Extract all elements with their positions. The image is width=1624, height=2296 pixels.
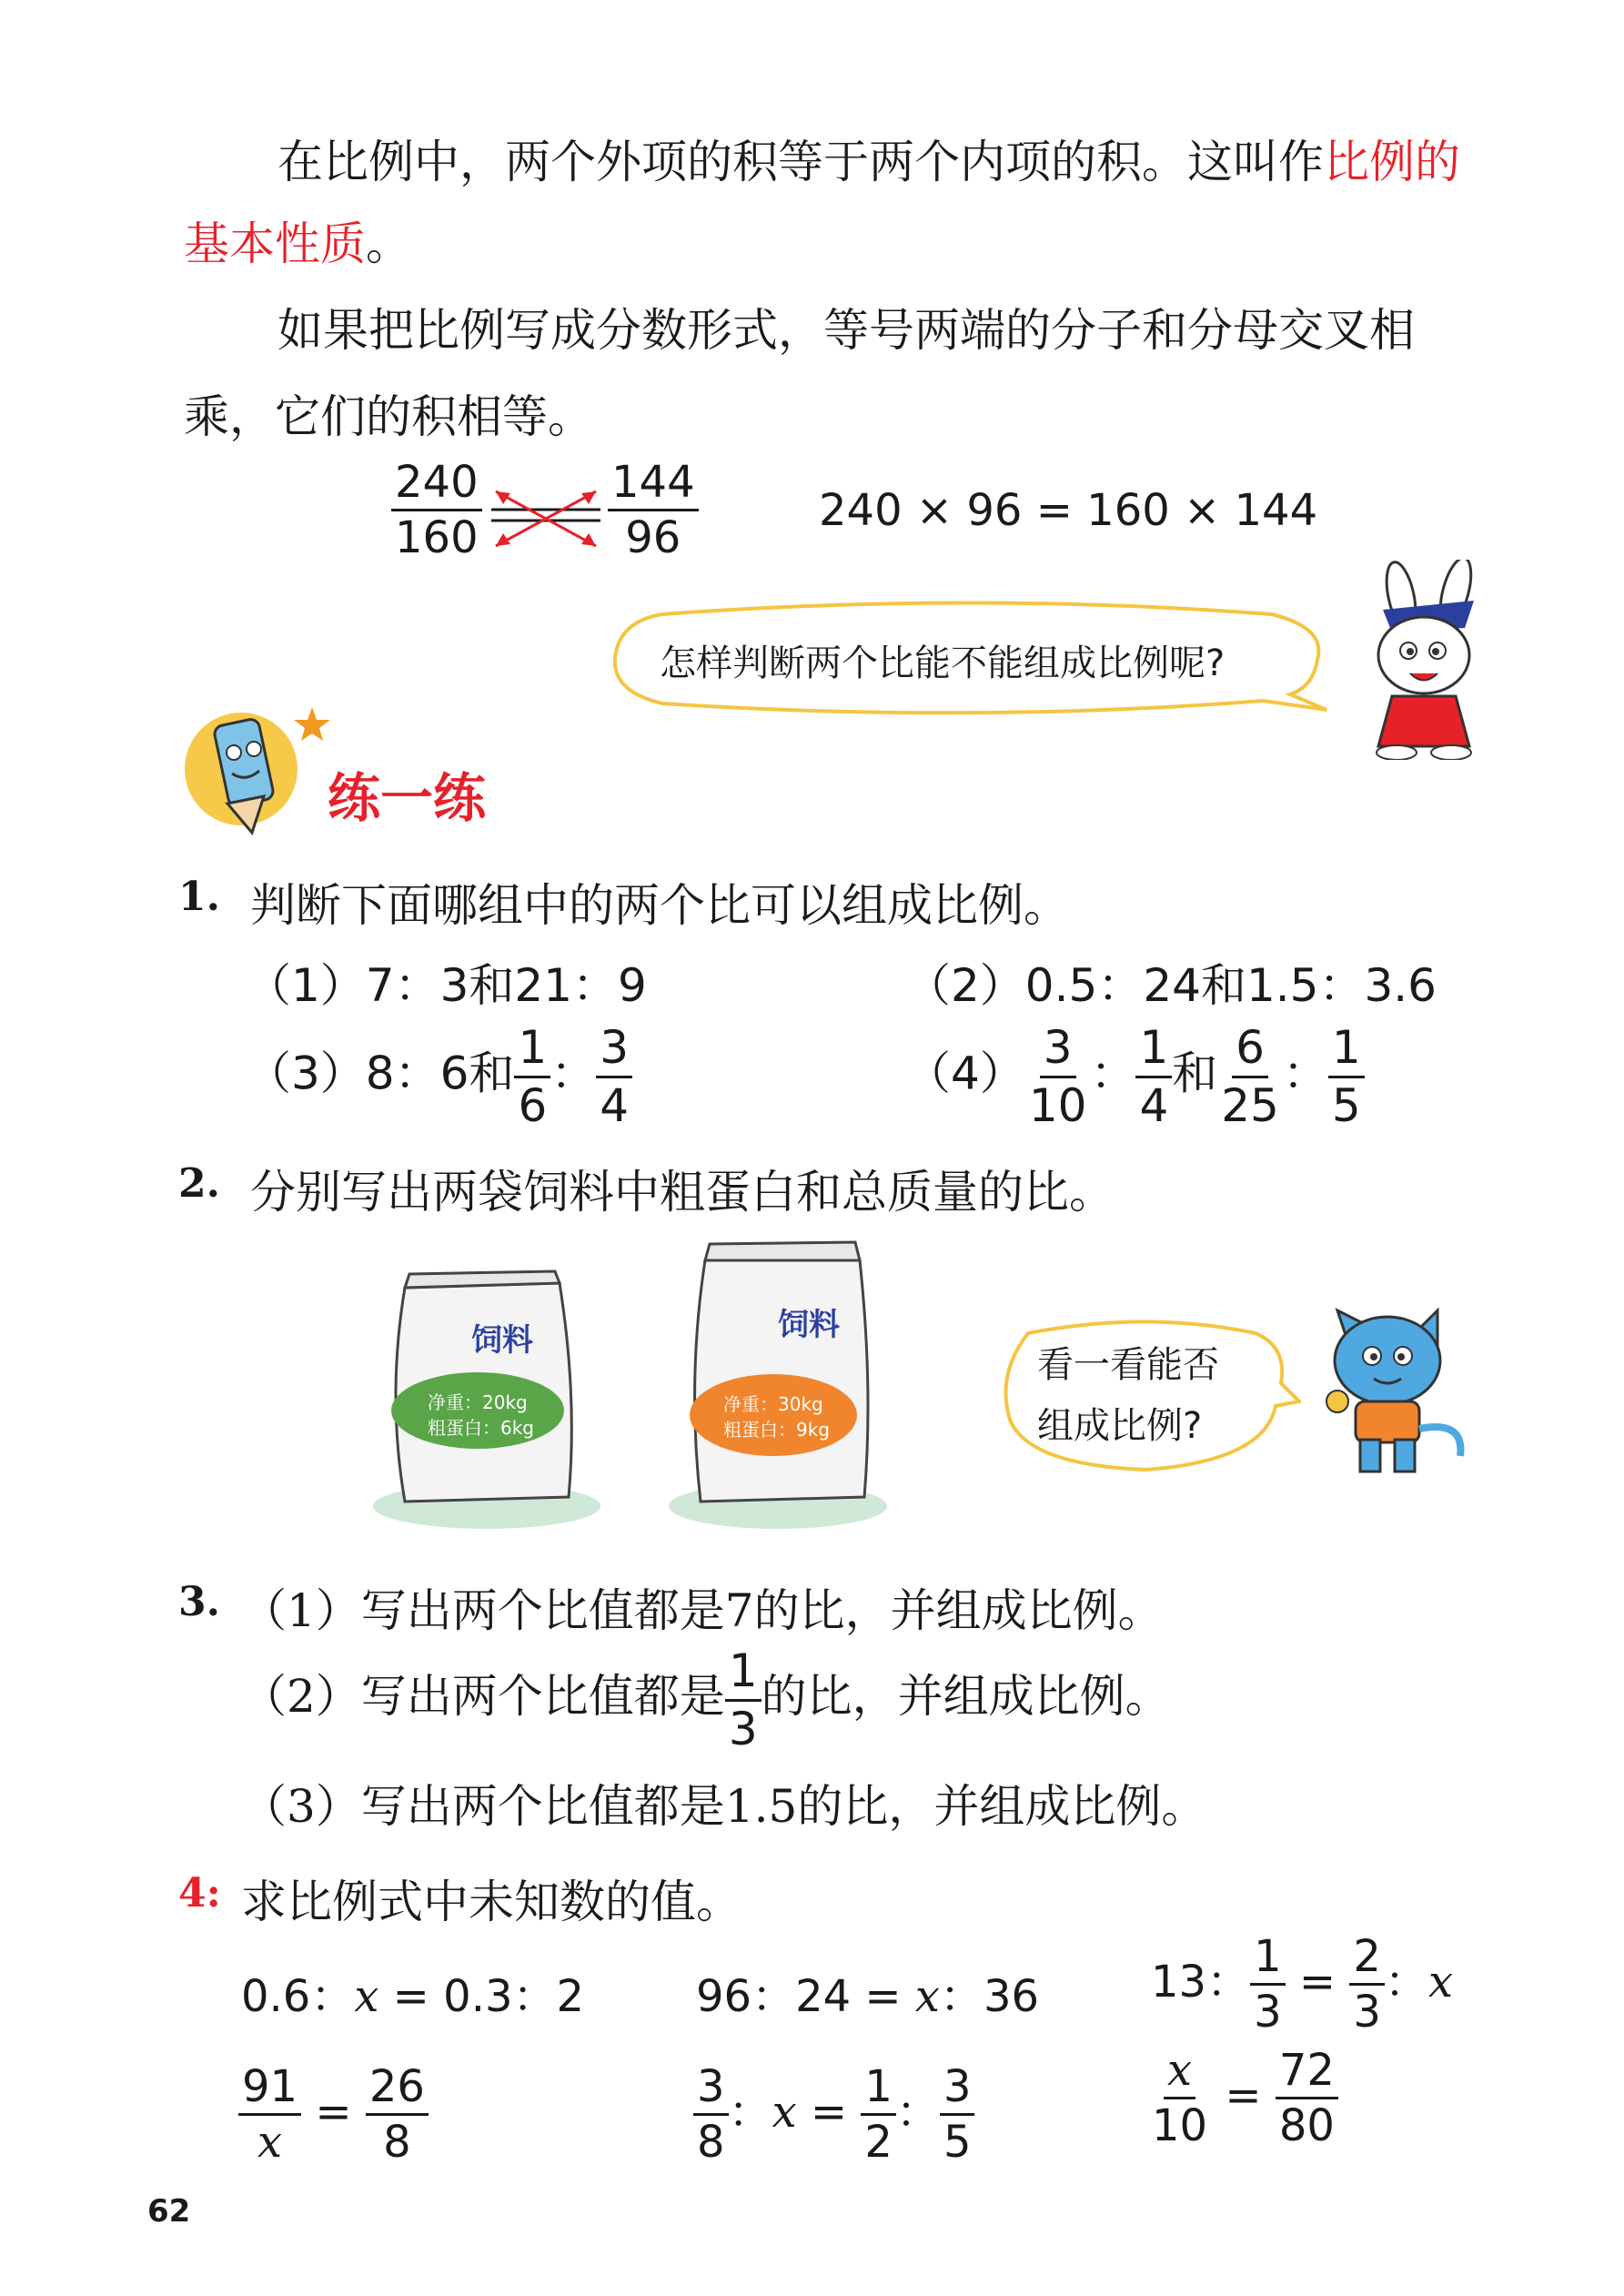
question-1-item-2: （2）0.5：24和1.5：3.6 <box>905 959 1437 1012</box>
practice-title: 练一练 <box>328 767 487 829</box>
equation-6: $\frac{x}{10}$ = $\frac{72}{80}$ <box>1148 2048 1338 2149</box>
pencil-mascot-icon <box>177 696 332 842</box>
term-highlight-2: 基本性质 <box>184 217 366 270</box>
equation-2: 96：24 = x：36 <box>696 1971 1040 2022</box>
feed-bag-2-icon <box>664 1233 892 1533</box>
cat-bubble-line-2: 组成比例? <box>1037 1405 1203 1447</box>
intro-line-3: 如果把比例写成分数形式，等号两端的分子和分母交叉相 <box>277 304 1415 357</box>
equation-3: 13： $\frac{1}{3}$ = $\frac{2}{3}$ ：x <box>1151 1931 1454 2038</box>
cross-fraction-left: $\frac{240}{160}$ <box>391 460 482 561</box>
question-4-text: 求比例式中未知数的值。 <box>241 1876 741 1928</box>
question-1-item-1: （1）7：3和21：9 <box>246 959 647 1012</box>
bag-1-protein: 粗蛋白：6kg <box>428 1417 535 1439</box>
question-2-number: 2. <box>178 1160 220 1207</box>
bag-2-net-weight: 净重：30kg <box>723 1393 823 1415</box>
question-3-sub-1: （1）写出两个比值都是7的比，并组成比例。 <box>241 1584 1164 1637</box>
bag-1-net-weight: 净重：20kg <box>428 1391 528 1413</box>
cross-fraction-right: $\frac{144}{96}$ <box>608 460 699 561</box>
question-3-number: 3. <box>178 1579 220 1625</box>
intro-text-2: 。 <box>366 217 411 270</box>
cat-bubble-line-1: 看一看能否 <box>1037 1344 1219 1386</box>
intro-line-1 <box>277 126 1460 191</box>
bag-2-title: 饲料 <box>778 1307 840 1343</box>
rabbit-bubble-text: 怎样判断两个比能不能组成比例呢? <box>660 642 1226 684</box>
cross-arrows-icon <box>487 482 605 555</box>
term-highlight-1: 比例的 <box>1324 136 1460 188</box>
rabbit-mascot-icon <box>1347 560 1501 760</box>
intro-line-2 <box>184 207 411 273</box>
page-number: 62 <box>147 2193 191 2230</box>
question-4-number: 4: <box>178 1870 221 1917</box>
question-3-sub-2: （2）写出两个比值都是 $\frac{1}{3}$ 的比，并组成比例。 <box>241 1644 1171 1755</box>
equation-1: 0.6：x = 0.3：2 <box>241 1971 585 2022</box>
question-1-number: 1. <box>178 874 220 920</box>
question-3-sub-3: （3）写出两个比值都是1.5的比，并组成比例。 <box>241 1780 1207 1833</box>
question-2-text: 分别写出两袋饲料中粗蛋白和总质量的比。 <box>250 1166 1115 1219</box>
bag-2-protein: 粗蛋白：9kg <box>723 1419 831 1441</box>
bag-1-title: 饲料 <box>471 1322 533 1359</box>
cat-mascot-icon <box>1301 1283 1483 1483</box>
intro-text-1: 在比例中，两个外项的积等于两个内项的积。这叫作 <box>277 136 1324 188</box>
intro-line-4: 乘，它们的积相等。 <box>184 390 593 443</box>
question-1-text: 判断下面哪组中的两个比可以组成比例。 <box>250 879 1069 932</box>
equation-4: $\frac{91}{x}$ = $\frac{26}{8}$ <box>238 2064 429 2166</box>
question-1-item-4: （4） $\frac{3}{10}$ ： $\frac{1}{4}$ 和 $\frac{6}{25}$ ： $\frac{1}{5}$ <box>905 1024 1365 1129</box>
equation-5: $\frac{3}{8}$ ：x = $\frac{1}{2}$ ： $\frac{3}{5}$ <box>693 2064 974 2166</box>
cross-equation: 240 × 96 = 160 × 144 <box>819 485 1318 536</box>
question-1-item-3: （3）8：6和 $\frac{1}{6}$ ： $\frac{3}{4}$ <box>246 1024 632 1129</box>
